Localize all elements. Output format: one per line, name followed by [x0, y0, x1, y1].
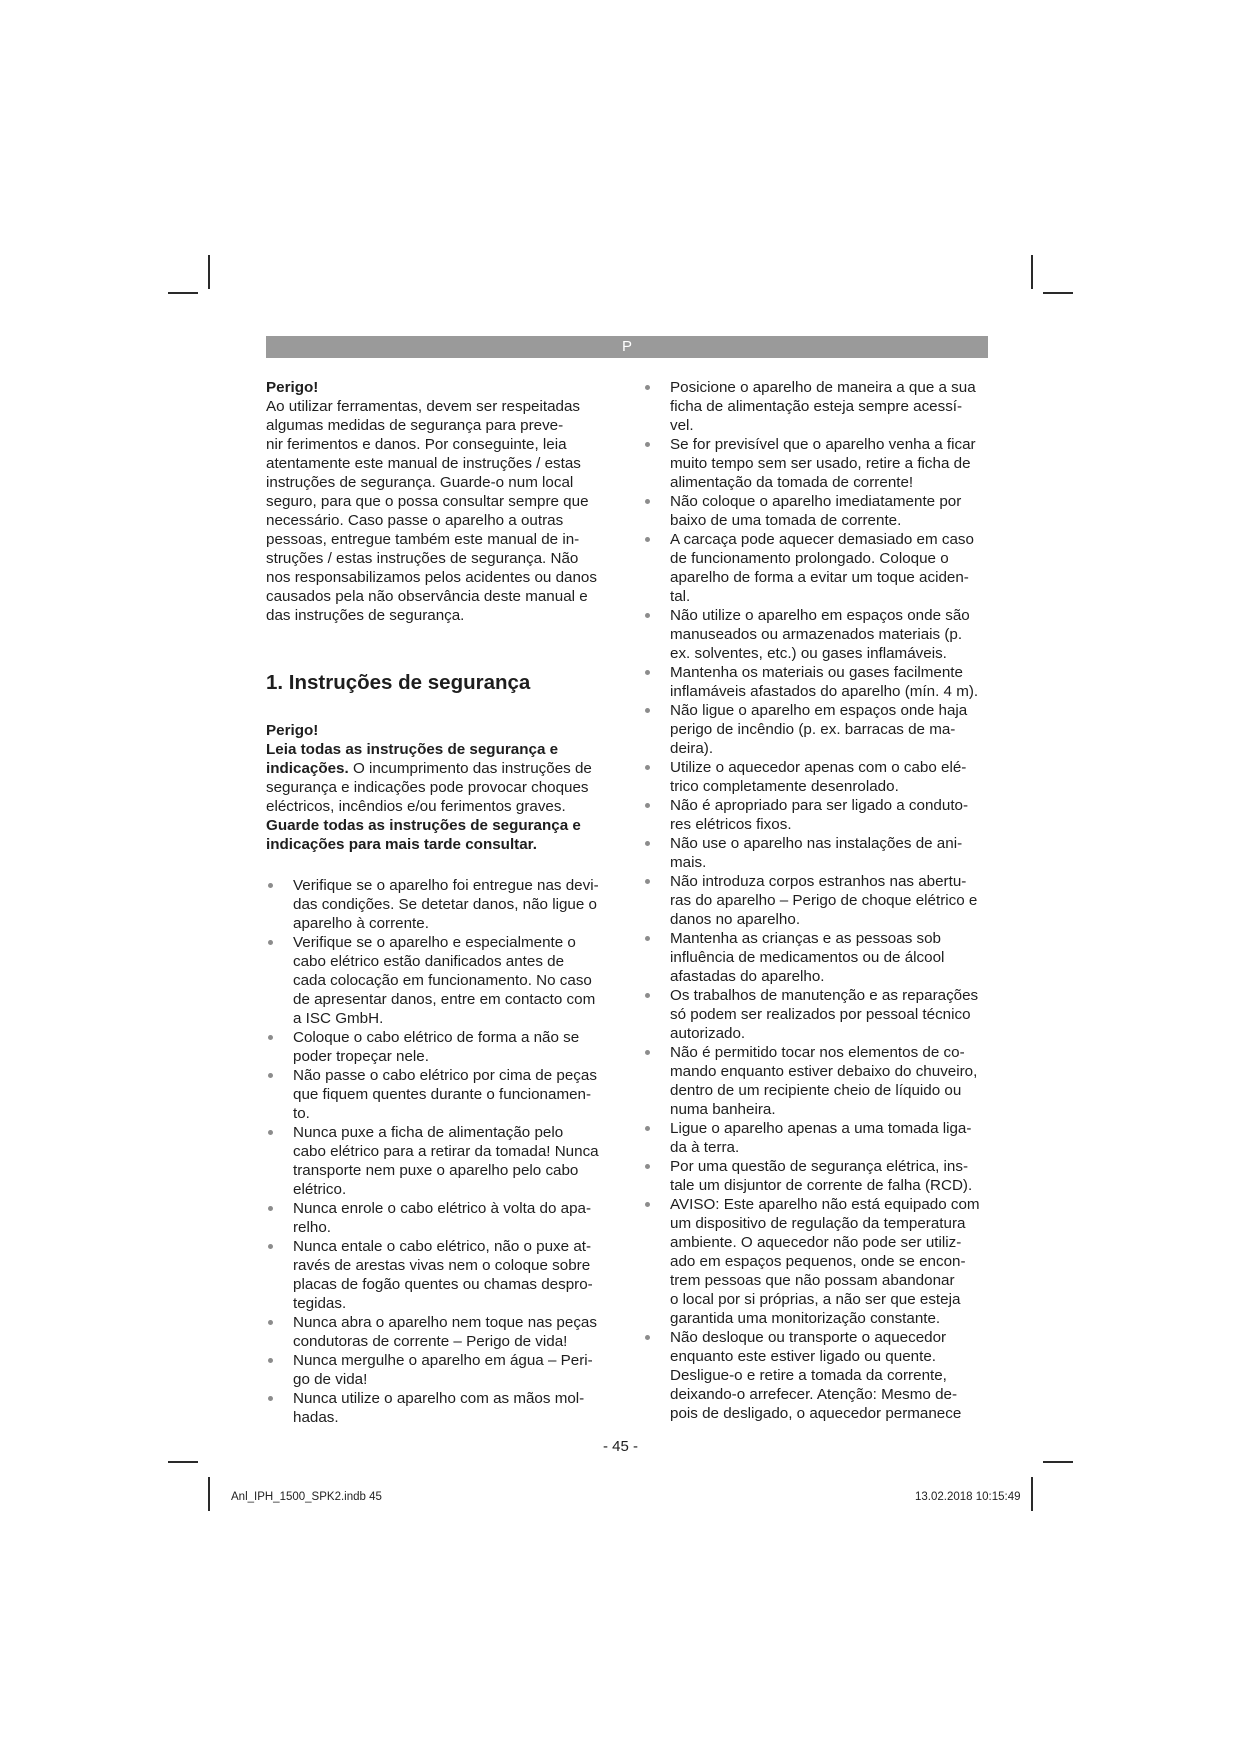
list-item-line: aparelho de forma a evitar um toque aciden-	[670, 569, 969, 586]
list-item-line: Verifique se o aparelho e especialmente o	[293, 934, 576, 951]
list-item-line: res elétricos fixos.	[670, 816, 792, 833]
list-item	[643, 530, 995, 606]
list-item-line: inflamáveis afastados do aparelho (mín. 4 m).	[670, 683, 979, 700]
list-item	[643, 796, 995, 834]
list-item-line: ex. solventes, etc.) ou gases inflamáveis.	[670, 645, 947, 662]
text-line: atentamente este manual de instruções / estas	[266, 455, 581, 472]
list-item-line: to.	[293, 1105, 310, 1122]
list-item	[266, 1199, 618, 1237]
list-item-line: a ISC GmbH.	[293, 1010, 384, 1027]
list-item-line: Não utilize o aparelho em espaços onde são	[670, 607, 970, 624]
list-item-line: cada colocação em funcionamento. No caso	[293, 972, 592, 989]
list-item-line: Não introduza corpos estranhos nas abertu-	[670, 873, 967, 890]
list-item	[266, 1237, 618, 1313]
list-item-line: Coloque o cabo elétrico de forma a não se	[293, 1029, 580, 1046]
list-item-line: A carcaça pode aquecer demasiado em caso	[670, 531, 974, 548]
text-line: algumas medidas de segurança para preve-	[266, 417, 564, 434]
list-item-line: poder tropeçar nele.	[293, 1048, 429, 1065]
page-number: - 45 -	[602, 1438, 638, 1455]
list-item-line: numa banheira.	[670, 1101, 776, 1118]
list-item-line: Por uma questão de segurança elétrica, ins-	[670, 1158, 969, 1175]
list-item	[266, 1066, 618, 1123]
list-item-line: mais.	[670, 854, 707, 871]
list-item-line: Nunca utilize o aparelho com as mãos mol-	[293, 1390, 585, 1407]
list-item-line: de funcionamento prolongado. Coloque o	[670, 550, 949, 567]
list-item-line: condutoras de corrente – Perigo de vida!	[293, 1333, 568, 1350]
list-item-line: ras do aparelho – Perigo de choque elétrico e	[670, 892, 978, 909]
list-item-line: Não é apropriado para ser ligado a conduto-	[670, 797, 969, 814]
list-item	[643, 701, 995, 758]
list-item-line: Nunca enrole o cabo elétrico à volta do apa-	[293, 1200, 592, 1217]
list-item	[643, 1043, 995, 1119]
list-item-line: afastadas do aparelho.	[670, 968, 825, 985]
list-item	[643, 492, 995, 530]
text-line: eléctricos, incêndios e/ou ferimentos graves.	[266, 798, 566, 815]
language-label: P	[621, 338, 632, 355]
list-item	[266, 1313, 618, 1351]
list-item-line: autorizado.	[670, 1025, 746, 1042]
list-item-line: Desligue-o e retire a tomada da corrente,	[670, 1367, 947, 1384]
crop-mark	[1031, 255, 1033, 289]
keep-instructions-line: Guarde todas as instruções de segurança e	[266, 817, 581, 834]
list-item-line: Não é permitido tocar nos elementos de co-	[670, 1044, 965, 1061]
list-item-line: elétrico.	[293, 1181, 347, 1198]
list-item-line: Nunca mergulhe o aparelho em água – Peri-	[293, 1352, 593, 1369]
list-item-line: das condições. Se detetar danos, não ligue o	[293, 896, 597, 913]
list-item-line: trem pessoas que não possam abandonar	[670, 1272, 955, 1289]
list-item-line: AVISO: Este aparelho não está equipado com	[670, 1196, 980, 1213]
read-instruction-line: Leia todas as instruções de segurança e	[266, 741, 559, 758]
list-item-line: placas de fogão quentes ou chamas despro-	[293, 1276, 593, 1293]
list-item-line: mando enquanto estiver debaixo do chuveiro,	[670, 1063, 978, 1080]
list-item-line: manuseados ou armazenados materiais (p.	[670, 626, 963, 643]
list-item-line: ambiente. O aquecedor não pode ser utiliz-	[670, 1234, 962, 1251]
list-item-line: um dispositivo de regulação da temperatura	[670, 1215, 966, 1232]
text-line: pessoas, entregue também este manual de in-	[266, 531, 580, 548]
list-item-line: go de vida!	[293, 1371, 368, 1388]
list-item-line: ravés de arestas vivas nem o coloque sobre	[293, 1257, 591, 1274]
list-item	[643, 872, 995, 929]
list-item-line: enquanto este estiver ligado ou quente.	[670, 1348, 936, 1365]
list-item	[643, 1119, 995, 1157]
list-item-line: aparelho à corrente.	[293, 915, 429, 932]
list-item-line: ado em espaços pequenos, onde se encon-	[670, 1253, 966, 1270]
list-item-line: Se for previsível que o aparelho venha a ficar	[670, 436, 976, 453]
text-line: instruções de segurança. Guarde-o num local	[266, 474, 574, 491]
right-column	[643, 378, 995, 1423]
list-item-line: Mantenha os materiais ou gases facilmente	[670, 664, 963, 681]
footer-file-name: Anl_IPH_1500_SPK2.indb 45	[231, 1491, 382, 1503]
list-item-line: hadas.	[293, 1409, 339, 1426]
danger-heading: Perigo!	[266, 379, 319, 396]
list-item-line: tale um disjuntor de corrente de falha (RCD).	[670, 1177, 973, 1194]
list-item-line: relho.	[293, 1219, 331, 1236]
list-item	[643, 834, 995, 872]
list-item	[643, 929, 995, 986]
list-item	[643, 1195, 995, 1328]
list-item	[643, 1157, 995, 1195]
list-item	[643, 378, 995, 435]
list-item-line: baixo de uma tomada de corrente.	[670, 512, 902, 529]
list-item	[266, 1123, 618, 1199]
list-item-line: Não desloque ou transporte o aquecedor	[670, 1329, 947, 1346]
text-line: seguro, para que o possa consultar sempre que	[266, 493, 589, 510]
crop-mark	[1031, 1477, 1033, 1511]
text-line: necessário. Caso passe o aparelho a outras	[266, 512, 564, 529]
list-item-line: Não use o aparelho nas instalações de ani-	[670, 835, 963, 852]
list-item-line: que fiquem quentes durante o funcionamen-	[293, 1086, 592, 1103]
read-instruction-bold: indicações.	[266, 760, 349, 777]
warning-block	[266, 721, 618, 854]
list-item-line: alimentação da tomada de corrente!	[670, 474, 914, 491]
list-item-line: Nunca puxe a ficha de alimentação pelo	[293, 1124, 564, 1141]
list-item-line: Posicione o aparelho de maneira a que a sua	[670, 379, 976, 396]
list-item-line: Ligue o aparelho apenas a uma tomada liga-	[670, 1120, 972, 1137]
section-title: 1. Instruções de segurança	[266, 671, 531, 694]
text-line: causados pela não observância deste manual e	[266, 588, 588, 605]
list-item-line: ficha de alimentação esteja sempre acessí-	[670, 398, 963, 415]
text-line: nir ferimentos e danos. Por conseguinte, leia	[266, 436, 567, 453]
list-item-line: muito tempo sem ser usado, retire a ficha de	[670, 455, 971, 472]
crop-mark	[168, 292, 198, 294]
list-item	[266, 876, 618, 933]
list-item-line: Não passe o cabo elétrico por cima de peças	[293, 1067, 597, 1084]
list-item	[266, 1028, 618, 1066]
list-item	[643, 435, 995, 492]
list-item-line: Nunca entale o cabo elétrico, não o puxe at-	[293, 1238, 592, 1255]
list-item-line: tegidas.	[293, 1295, 347, 1312]
safety-bullet-list	[266, 876, 618, 1427]
list-item	[643, 663, 995, 701]
list-item-line: Mantenha as crianças e as pessoas sob	[670, 930, 942, 947]
list-item-line: da à terra.	[670, 1139, 740, 1156]
list-item-line: influência de medicamentos ou de álcool	[670, 949, 945, 966]
list-item-line: o local por si próprias, a não ser que esteja	[670, 1291, 961, 1308]
footer-datetime: 13.02.2018 10:15:49	[915, 1491, 1021, 1503]
crop-mark	[1043, 292, 1073, 294]
list-item-line: de apresentar danos, entre em contacto com	[293, 991, 596, 1008]
text-line: das instruções de segurança.	[266, 607, 465, 624]
list-item-line: trico completamente desenrolado.	[670, 778, 899, 795]
list-item-line: Utilize o aquecedor apenas com o cabo elé-	[670, 759, 967, 776]
list-item-line: Não ligue o aparelho em espaços onde haja	[670, 702, 968, 719]
text-line: segurança e indicações pode provocar choques	[266, 779, 589, 796]
danger-heading: Perigo!	[266, 722, 319, 739]
list-item	[266, 933, 618, 1028]
language-header-bar	[266, 336, 988, 358]
list-item-line: só podem ser realizados por pessoal técnico	[670, 1006, 971, 1023]
list-item-line: deira).	[670, 740, 714, 757]
safety-bullet-list	[643, 378, 995, 1423]
list-item-line: cabo elétrico para a retirar da tomada! Nunca	[293, 1143, 599, 1160]
list-item-line: deixando-o arrefecer. Atenção: Mesmo de-	[670, 1386, 958, 1403]
list-item-line: Não coloque o aparelho imediatamente por	[670, 493, 962, 510]
keep-instructions-line: indicações para mais tarde consultar.	[266, 836, 537, 853]
list-item-line: Nunca abra o aparelho nem toque nas peças	[293, 1314, 597, 1331]
list-item-line: Os trabalhos de manutenção e as reparações	[670, 987, 979, 1004]
list-item	[266, 1389, 618, 1427]
crop-mark	[208, 255, 210, 289]
text-line: Ao utilizar ferramentas, devem ser respeitadas	[266, 398, 581, 415]
intro-paragraph	[266, 397, 618, 625]
list-item	[643, 986, 995, 1043]
crop-mark	[1043, 1461, 1073, 1463]
list-item-line: Verifique se o aparelho foi entregue nas devi-	[293, 877, 599, 894]
left-column	[266, 378, 618, 1427]
list-item	[643, 606, 995, 663]
text-line: nos responsabilizamos pelos acidentes ou danos	[266, 569, 597, 586]
read-instruction-text: O incumprimento das instruções de	[348, 760, 592, 777]
list-item-line: pois de desligado, o aquecedor permanece	[670, 1405, 962, 1422]
read-instruction-line	[266, 759, 618, 778]
list-item-line: vel.	[670, 417, 694, 434]
list-item-line: tal.	[670, 588, 691, 605]
list-item-line: transporte nem puxe o aparelho pelo cabo	[293, 1162, 579, 1179]
list-item	[266, 1351, 618, 1389]
list-item-line: garantida uma monitorização constante.	[670, 1310, 941, 1327]
list-item-line: perigo de incêndio (p. ex. barracas de ma-	[670, 721, 956, 738]
list-item	[643, 1328, 995, 1423]
list-item-line: danos no aparelho.	[670, 911, 801, 928]
text-line: struções / estas instruções de segurança. Não	[266, 550, 579, 567]
list-item	[643, 758, 995, 796]
crop-mark	[208, 1477, 210, 1511]
list-item-line: dentro de um recipiente cheio de líquido ou	[670, 1082, 962, 1099]
list-item-line: cabo elétrico estão danificados antes de	[293, 953, 565, 970]
crop-mark	[168, 1461, 198, 1463]
